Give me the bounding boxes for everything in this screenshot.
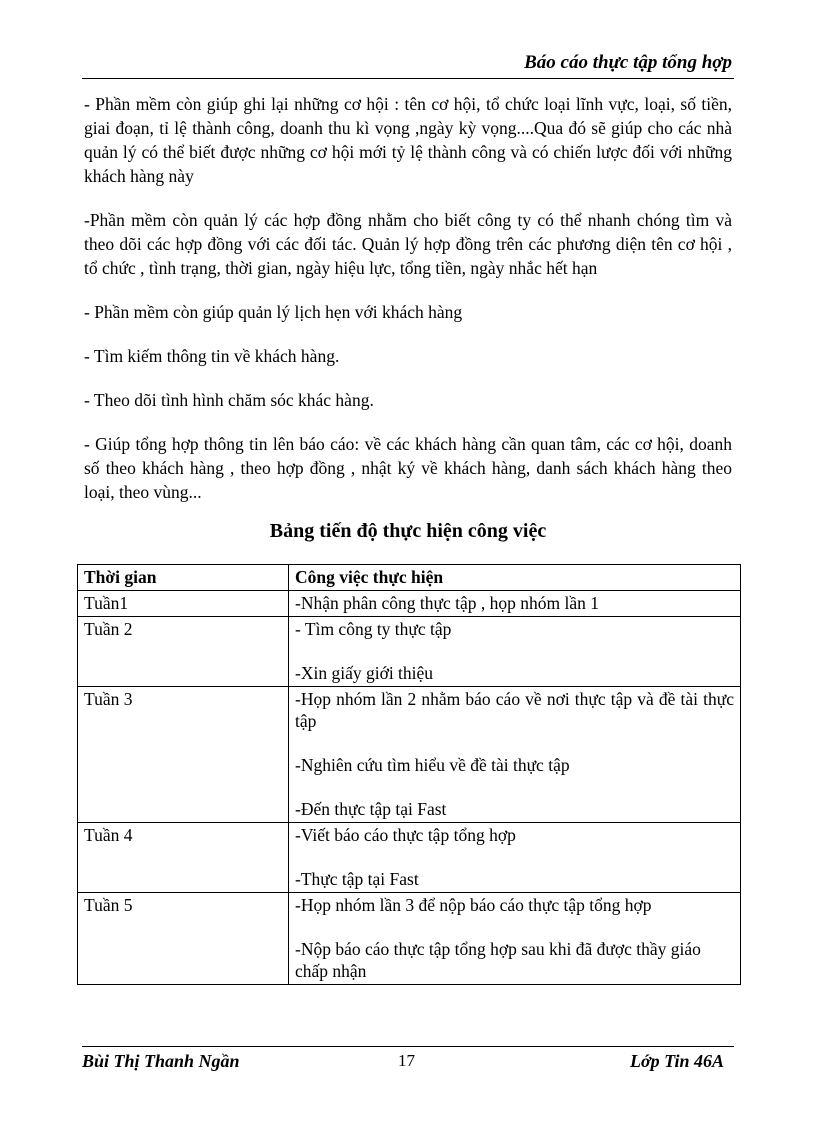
row-tasks bbox=[289, 591, 741, 617]
paragraph-contracts: -Phần mềm còn quản lý các hợp đồng nhằm cho biết công ty có thể nhanh chóng tìm và theo dõi các hợp đồng với các đối tác. Quản lý hợp đồng trên các phương diện tên cơ hội , tổ chức , tình trạng, thời gian, ngày hiệu lực, tổng tiền, ngày nhắc hết hạn bbox=[84, 210, 732, 278]
task-item: -Họp nhóm lần 2 nhằm báo cáo về nơi thực tập và đề tài thực tập bbox=[295, 689, 734, 731]
row-time: Tuần1 bbox=[78, 591, 289, 617]
row-time: Tuần 5 bbox=[78, 893, 289, 985]
row-time: Tuần 4 bbox=[78, 823, 289, 893]
row-time: Tuần 3 bbox=[78, 687, 289, 823]
page-footer bbox=[82, 1046, 734, 1077]
table-header-row bbox=[78, 565, 741, 591]
table-row bbox=[78, 893, 741, 985]
task-item: -Xin giấy giới thiệu bbox=[295, 663, 434, 683]
task-item: -Nộp báo cáo thực tập tổng hợp sau khi đã được thầy giáo chấp nhận bbox=[295, 939, 701, 981]
table-row bbox=[78, 617, 741, 687]
page-number: 17 bbox=[398, 1051, 415, 1070]
paragraph-search: - Tìm kiếm thông tin về khách hàng. bbox=[84, 346, 340, 366]
task-item: - Tìm công ty thực tập bbox=[295, 619, 452, 639]
footer-author: Bùi Thị Thanh Ngần bbox=[82, 1051, 240, 1071]
page-header bbox=[82, 50, 734, 79]
row-tasks bbox=[289, 617, 741, 687]
table-row bbox=[78, 591, 741, 617]
schedule-table bbox=[77, 564, 741, 985]
paragraph-opportunities: - Phần mềm còn giúp ghi lại những cơ hội : tên cơ hội, tổ chức loại lĩnh vực, loại, số tiền, giai đoạn, tỉ lệ thành công, doanh thu kì vọng ,ngày kỳ vọng....Qua đó sẽ giúp cho các nhà quản lý có thể biết được những cơ hội mới tỷ lệ thành công và có chiến lược đối với những khách hàng này bbox=[84, 94, 732, 186]
paragraph-reports: - Giúp tổng hợp thông tin lên báo cáo: về các khách hàng cần quan tâm, các cơ hội, doanh số theo khách hàng , theo hợp đồng , nhật ký về khách hàng, danh sách khách hàng theo loại, theo vùng... bbox=[84, 434, 732, 502]
row-time: Tuần 2 bbox=[78, 617, 289, 687]
table-title: Bảng tiến độ thực hiện công việc bbox=[269, 520, 547, 542]
task-item: -Họp nhóm lần 3 để nộp báo cáo thực tập tổng hợp bbox=[295, 895, 652, 915]
row-tasks bbox=[289, 823, 741, 893]
footer-class: Lớp Tin 46A bbox=[630, 1051, 724, 1071]
task-item: -Nhận phân công thực tập , họp nhóm lần 1 bbox=[295, 593, 600, 613]
header-title: Báo cáo thực tập tổng hợp bbox=[524, 52, 732, 73]
row-tasks bbox=[289, 687, 741, 823]
table-row bbox=[78, 823, 741, 893]
header-time: Thời gian bbox=[78, 565, 289, 591]
task-item: -Nghiên cứu tìm hiểu về đề tài thực tập bbox=[295, 755, 570, 775]
table-row bbox=[78, 687, 741, 823]
task-item: -Viết báo cáo thực tập tổng hợp bbox=[295, 825, 516, 845]
paragraph-care: - Theo dõi tình hình chăm sóc khác hàng. bbox=[84, 390, 374, 410]
task-item: -Đến thực tập tại Fast bbox=[295, 799, 447, 819]
header-work: Công việc thực hiện bbox=[289, 565, 741, 591]
paragraph-appointments: - Phần mềm còn giúp quản lý lịch hẹn với khách hàng bbox=[84, 302, 463, 322]
body-text bbox=[84, 92, 732, 524]
row-tasks bbox=[289, 893, 741, 985]
task-item: -Thực tập tại Fast bbox=[295, 869, 419, 889]
